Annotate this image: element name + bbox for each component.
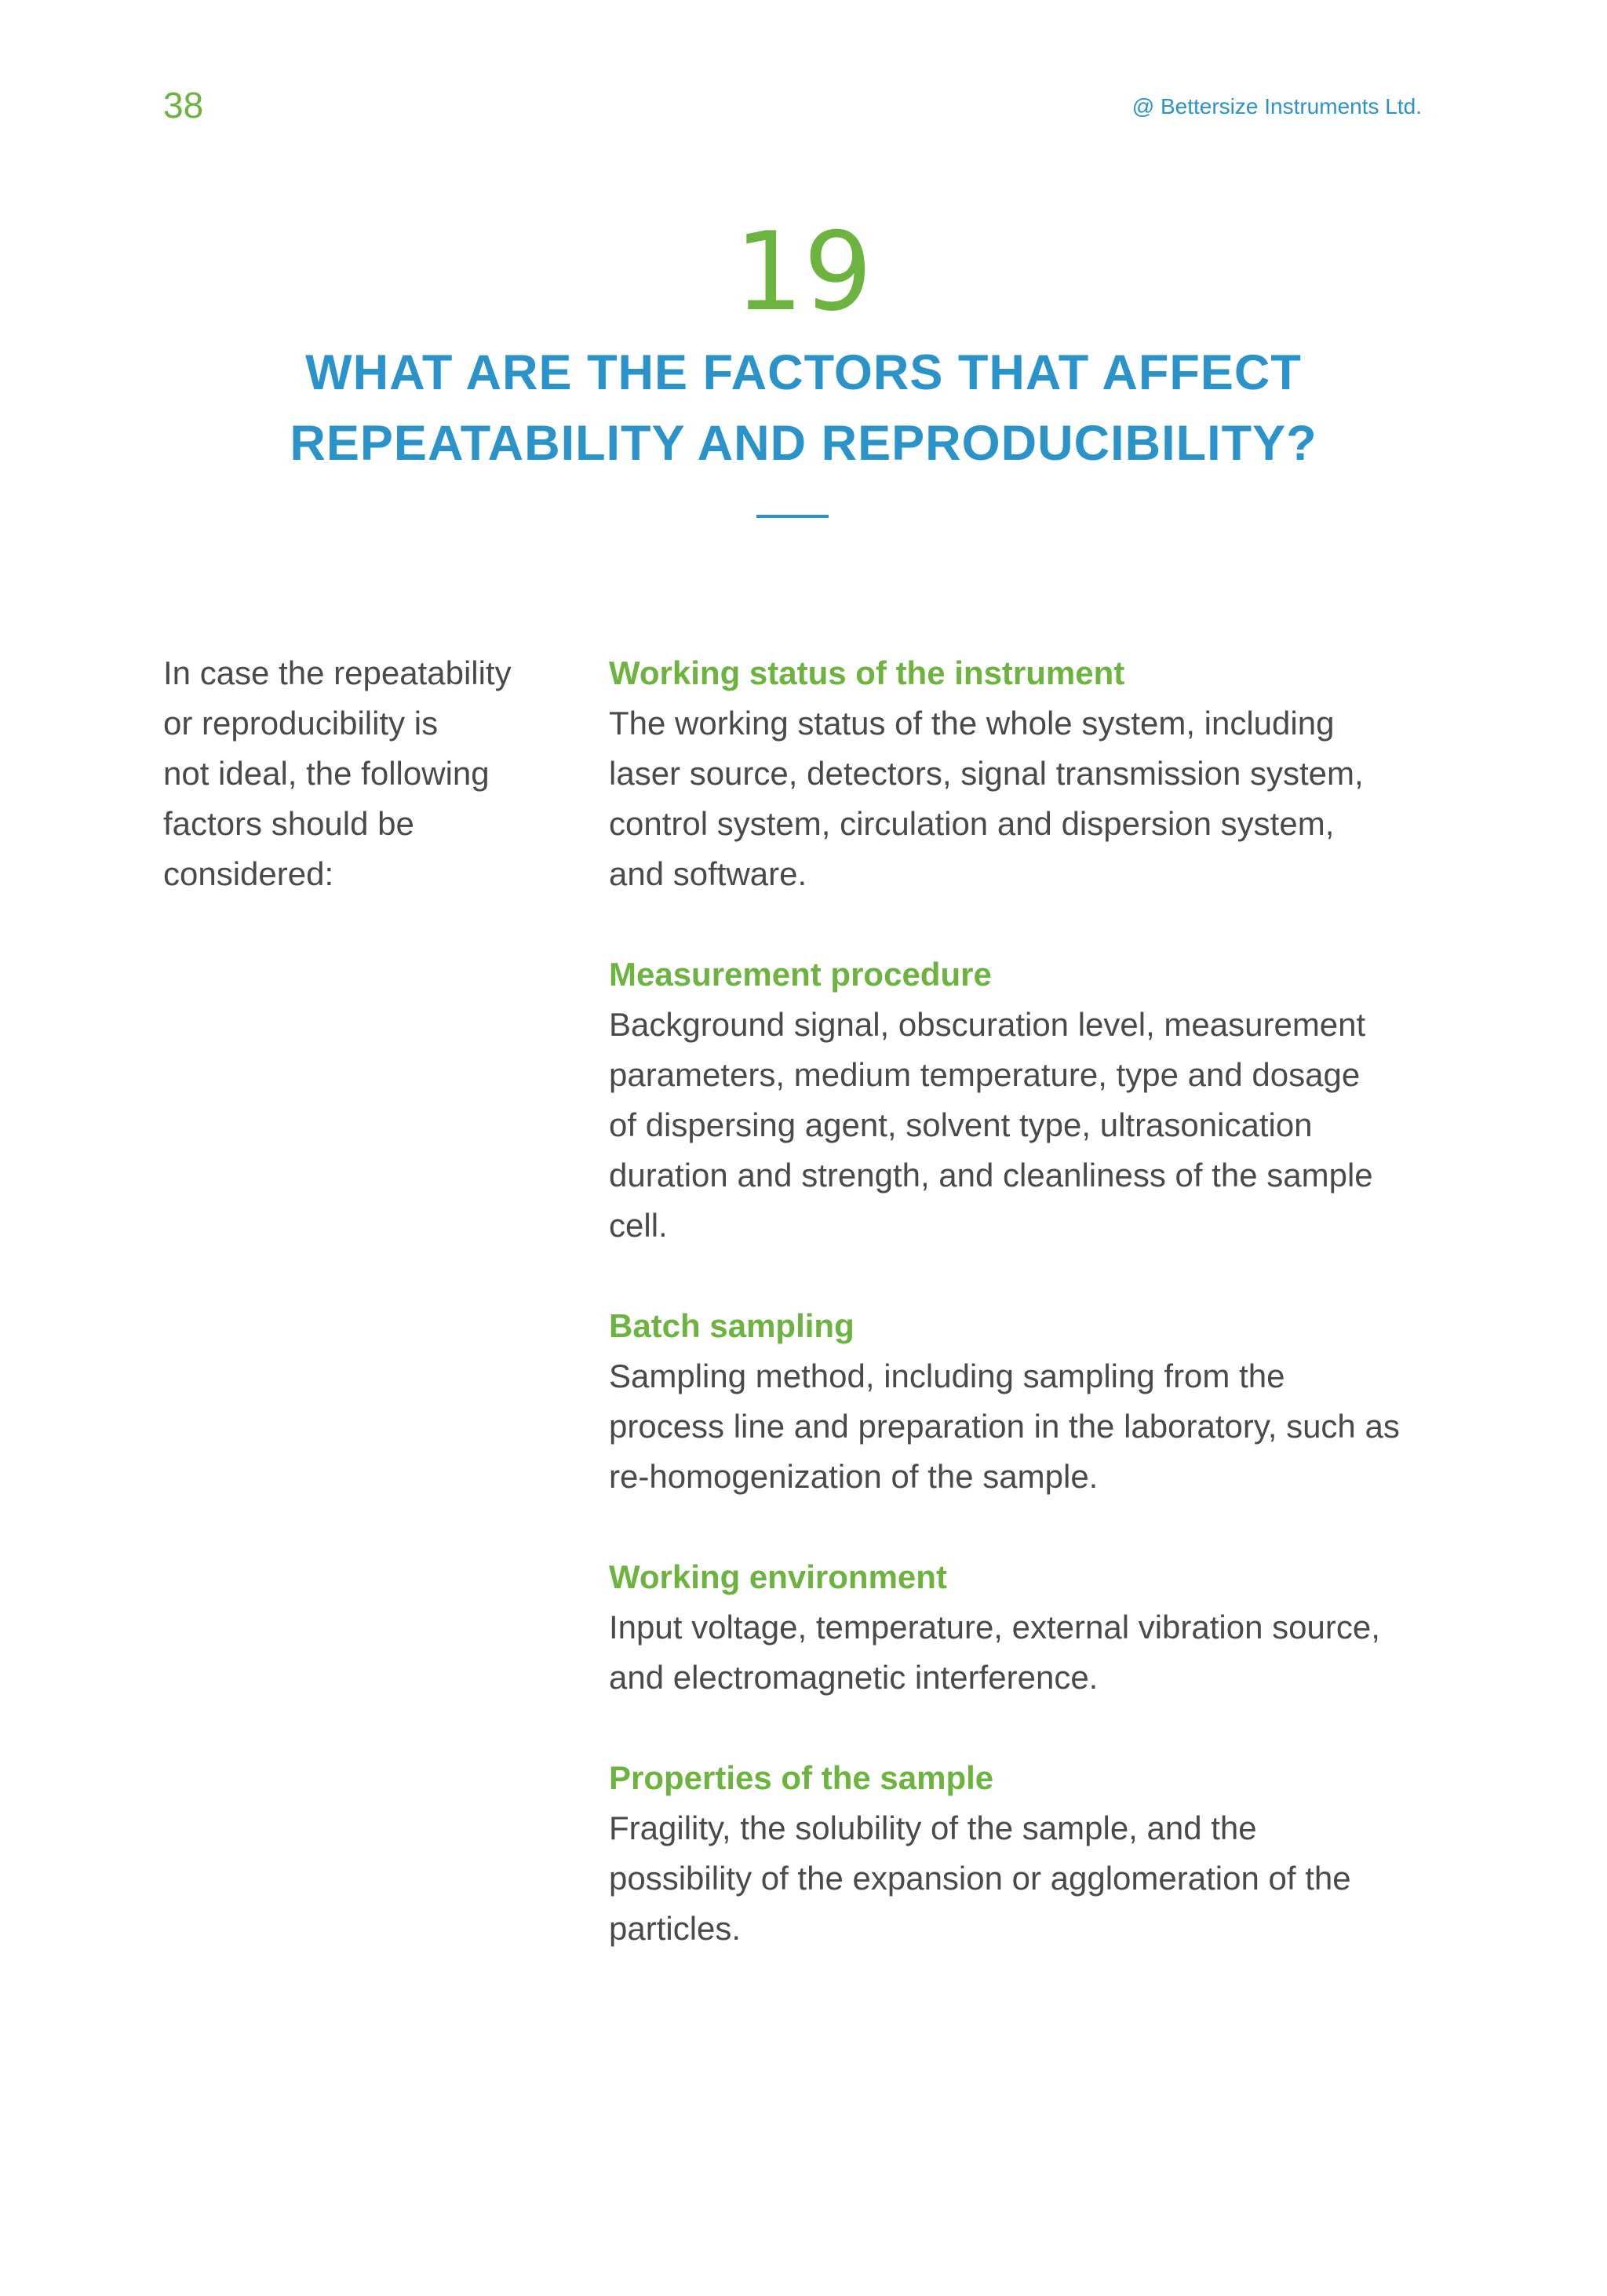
intro-line: In case the repeatability [163,654,512,691]
factor-text-line: The working status of the whole system, including [609,705,1335,742]
factor-heading: Measurement procedure [609,956,992,993]
factor-item-measurement-procedure [609,949,1456,1251]
intro-line: not ideal, the following [163,755,490,792]
chapter-title [160,337,1447,479]
factor-heading: Working environment [609,1558,947,1595]
chapter-number: 19 [734,209,873,335]
page-number: 38 [163,85,204,126]
factor-text-line: cell. [609,1207,668,1244]
factor-heading: Working status of the instrument [609,654,1125,691]
factor-text-line: particles. [609,1910,742,1947]
intro-line: or reproducibility is [163,705,439,742]
factor-text-line: and software. [609,855,807,892]
chapter-title-line: REPEATABILITY AND REPRODUCIBILITY? [290,416,1317,471]
factor-item-instrument-status [609,648,1456,899]
factor-text-line: of dispersing agent, solvent type, ultrasonication [609,1106,1313,1143]
factor-heading: Batch sampling [609,1307,855,1344]
chapter-title-line: WHAT ARE THE FACTORS THAT AFFECT [305,345,1302,400]
factor-heading: Properties of the sample [609,1759,994,1796]
factor-text-line: possibility of the expansion or agglomeration of the [609,1860,1351,1897]
factor-item-batch-sampling [609,1301,1456,1502]
factor-text-line: duration and strength, and cleanliness of the sample [609,1157,1373,1194]
intro-paragraph [163,648,556,899]
title-divider [756,515,829,518]
factor-item-sample-properties [609,1753,1456,1954]
factor-text-line: process line and preparation in the laboratory, such as [609,1408,1400,1445]
factor-text-line: Fragility, the solubility of the sample, and the [609,1809,1257,1846]
factor-text-line: control system, circulation and dispersion system, [609,805,1335,842]
factor-item-working-environment [609,1552,1456,1703]
factor-text-line: Input voltage, temperature, external vibration source, [609,1609,1380,1645]
factor-text-line: parameters, medium temperature, type and dosage [609,1056,1361,1093]
factor-text-line: laser source, detectors, signal transmission system, [609,755,1364,792]
intro-line: considered: [163,855,334,892]
factor-text-line: re-homogenization of the sample. [609,1458,1099,1495]
copyright-notice: @ Bettersize Instruments Ltd. [1131,94,1422,118]
intro-line: factors should be [163,805,414,842]
factors-list [609,648,1456,2004]
factor-text-line: Sampling method, including sampling from the [609,1358,1285,1394]
factor-text-line: Background signal, obscuration level, measurement [609,1006,1366,1043]
factor-text-line: and electromagnetic interference. [609,1659,1099,1696]
